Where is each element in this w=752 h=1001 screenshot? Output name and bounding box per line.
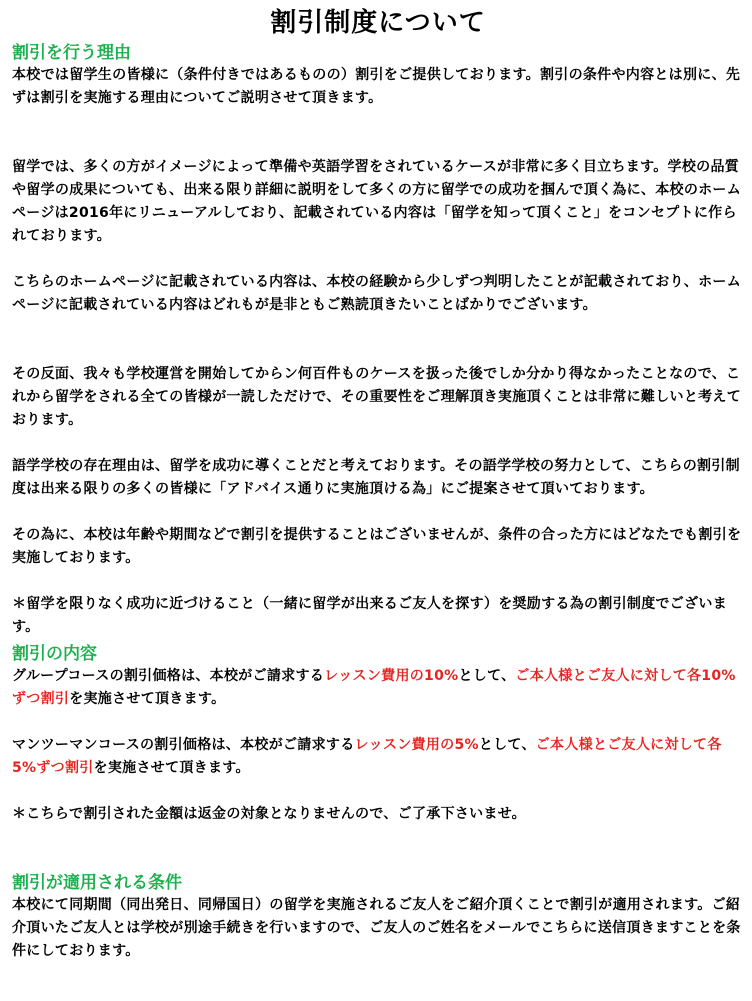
paragraph-intro: 本校では留学生の皆様に（条件付きではあるものの）割引をご提供しております。割引の条件や内容とは別に、先ずは割引を実施する理由についてご説明させて頂きます。 bbox=[12, 67, 741, 106]
mtm-highlight-discount: ご本人様とご友人に対して各5%ずつ割引 bbox=[12, 737, 722, 776]
section-heading-content: 割引の内容 bbox=[12, 644, 97, 664]
spacer bbox=[12, 110, 744, 156]
paragraph-homepage: こちらのホームページに記載されている内容は、本校の経験から少しずつ判明したことが記載されており、ホームページに記載されている内容はどれもが是非ともご熟読頂きたいことばかりでございます。 bbox=[12, 274, 742, 313]
group-text-2: として、 bbox=[458, 668, 516, 684]
paragraph-note-encourage: ＊留学を限りなく成功に近づけること（一緒に留学が出来るご友人を探す）を奨励する為の割引制度でございます。 bbox=[12, 596, 727, 635]
spacer bbox=[12, 248, 744, 271]
paragraph-discount-policy: その為に、本校は年齢や期間などで割引を提供することはございませんが、条件の合った方にはどなたでも割引を実施しております。 bbox=[12, 527, 742, 566]
mtm-text-3: を実施させて頂きます。 bbox=[93, 760, 250, 776]
spacer bbox=[12, 826, 744, 872]
group-highlight-discount: ご本人様とご友人に対して各10%ずつ割引 bbox=[12, 668, 736, 707]
spacer bbox=[12, 432, 744, 455]
page bbox=[12, 6, 744, 963]
paragraph-refund-note: ＊こちらで割引された金額は返金の対象となりませんので、ご了承下さいませ。 bbox=[12, 806, 526, 822]
spacer bbox=[12, 317, 744, 363]
section-heading-conditions: 割引が適用される条件 bbox=[12, 873, 182, 893]
section-heading-reason: 割引を行う理由 bbox=[12, 43, 131, 63]
spacer bbox=[12, 570, 744, 593]
spacer bbox=[12, 780, 744, 803]
mtm-text-1: マンツーマンコースの割引価格は、本校がご請求する bbox=[12, 737, 355, 753]
paragraph-conditions: 本校にて同期間（同出発日、同帰国日）の留学を実施されるご友人をご紹介頂くことで割引が適用されます。ご紹介頂いたご友人とは学校が別途手続きを行いますので、ご友人のご姓名をメールでこちらに送信頂きますことを条件にしております。 bbox=[12, 897, 741, 959]
paragraph-study-abroad: 留学では、多くの方がイメージによって準備や英語学習をされているケースが非常に多く目立ちます。学校の品質や留学の成果についても、出来る限り詳細に説明をして多くの方に留学での成功を掴んで頂く為に、本校のホームページは2016年にリニューアルしており、記載されている内容は「留学を知って頂くこと」をコンセプトに作られております。 bbox=[12, 159, 742, 244]
paragraph-school-purpose: 語学学校の存在理由は、留学を成功に導くことだと考えております。その語学学校の努力として、こちらの割引制度は出来る限りの多くの皆様に「アドバイス通りに実施頂ける為」にご提案させて頂いております。 bbox=[12, 458, 740, 497]
mtm-text-2: として、 bbox=[478, 737, 536, 753]
group-highlight-lesson-fee: レッスン費用の10% bbox=[324, 668, 459, 684]
spacer bbox=[12, 501, 744, 524]
group-text-3: を実施させて頂きます。 bbox=[69, 691, 226, 707]
paragraph-group-course bbox=[12, 665, 744, 711]
spacer bbox=[12, 711, 744, 734]
page-title: 割引制度について bbox=[270, 8, 486, 38]
paragraph-man-to-man-course bbox=[12, 734, 744, 780]
paragraph-on-the-other-hand: その反面、我々も学校運営を開始してからン何百件ものケースを扱った後でしか分かり得なかったことなので、これから留学をされる全ての皆様が一読しただけで、その重要性をご理解頂き実施頂くことは非常に難しいと考えております。 bbox=[12, 366, 742, 428]
group-text-1: グループコースの割引価格は、本校がご請求する bbox=[12, 668, 325, 684]
mtm-highlight-lesson-fee: レッスン費用の5% bbox=[354, 737, 479, 753]
